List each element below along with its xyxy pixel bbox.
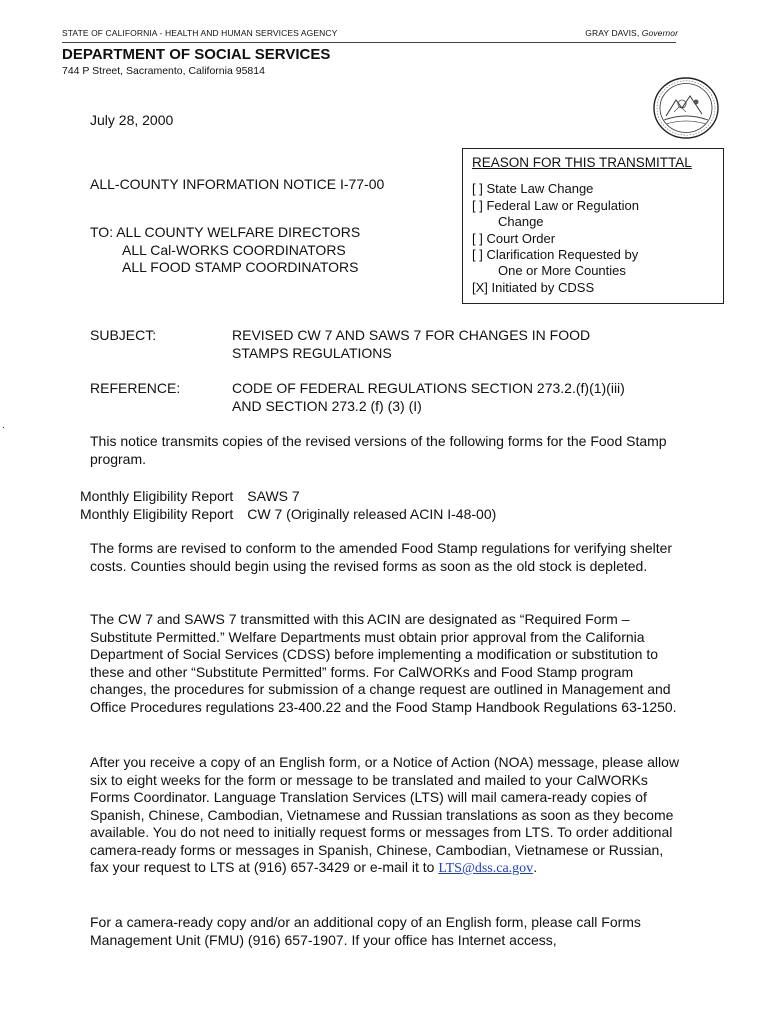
- subject-text: [232, 327, 672, 362]
- reason-item: [ ] Court Order: [472, 230, 556, 246]
- header-rule-top: [62, 42, 676, 43]
- governor-title: Governor: [641, 28, 678, 38]
- reason-for-transmittal-box: [462, 148, 724, 304]
- subject-line: STAMPS REGULATIONS: [232, 344, 392, 361]
- form-name: Monthly Eligibility Report: [80, 506, 234, 522]
- paragraph-text: After you receive a copy of an English form, or a Notice of Action (NOA) message, please allow six to eight weeks for the form or message to be translated and mailed to your CalWORKs Forms Coordinator. Language Translation Services (LTS) will mail camera-ready copies of Spanish, Chinese, Cambodian, Vietnamese and Russian translations as soon as they become available. You do not need to initially request forms or messages from LTS. To order additional camera-ready forms or messages in Spanish, Chinese, Cambodian, Vietnamese or Russian, fax your request to LTS at (916) 657-3429 or e-mail it to: [90, 754, 680, 875]
- form-code: SAWS 7: [247, 488, 300, 504]
- recipient-line: ALL Cal-WORKS COORDINATORS: [122, 241, 346, 258]
- department-address: 744 P Street, Sacramento, California 95814: [62, 65, 265, 77]
- notice-number: ALL-COUNTY INFORMATION NOTICE I-77-00: [90, 176, 385, 192]
- form-code: CW 7 (Originally released ACIN I-48-00): [247, 506, 497, 522]
- paragraph-end: .: [533, 859, 538, 875]
- body-paragraph: For a camera-ready copy and/or an additional copy of an English form, please call Forms Management Unit (FMU) (916) 657-1907. If your office has Internet access,: [90, 914, 641, 948]
- form-row: [0, 487, 496, 505]
- reference-line: CODE OF FEDERAL REGULATIONS SECTION 273.2.(f)(1)(iii): [232, 380, 625, 396]
- form-name: Monthly Eligibility Report: [80, 488, 234, 504]
- subject-line: REVISED CW 7 AND SAWS 7 FOR CHANGES IN FOOD: [232, 327, 591, 343]
- subject-label: SUBJECT:: [90, 327, 157, 343]
- margin-mark: .: [2, 420, 5, 431]
- department-name: DEPARTMENT OF SOCIAL SERVICES: [62, 46, 331, 63]
- body-paragraph: The CW 7 and SAWS 7 transmitted with this ACIN are designated as “Required Form – Substitute Permitted.” Welfare Departments must obtain prior approval from the California Department of Social Services (CDSS) before implementing a modification or substitution to these and other “Substitute Permitted” forms. For CalWORKs and Food Stamp program changes, the procedures for submission of a change request are outlined in Management and Office Procedures regulations 23-400.22 and the Food Stamp Handbook Regulations 63-1250.: [90, 611, 677, 715]
- reason-item-continuation: Change: [498, 214, 544, 230]
- state-seal-icon: [652, 76, 720, 140]
- reason-item: [X] Initiated by CDSS: [472, 279, 595, 295]
- reason-item: [ ] State Law Change: [472, 181, 594, 197]
- recipient-line: ALL FOOD STAMP COORDINATORS: [122, 259, 359, 275]
- reference-line: AND SECTION 273.2 (f) (3) (I): [232, 397, 422, 414]
- body-paragraph: [90, 754, 680, 878]
- reason-item: [ ] Clarification Requested by: [472, 247, 639, 263]
- letter-date: July 28, 2000: [90, 112, 174, 128]
- reference-text: [232, 380, 672, 415]
- reference-label: REFERENCE:: [90, 380, 181, 396]
- body-paragraph: The forms are revised to conform to the amended Food Stamp regulations for verifying shelter costs. Counties should begin using the revised forms as soon as the old stock is depleted.: [90, 540, 673, 574]
- agency-header: STATE OF CALIFORNIA - HEALTH AND HUMAN SERVICES AGENCY: [62, 28, 338, 38]
- reason-box-title: REASON FOR THIS TRANSMITTAL: [472, 155, 692, 170]
- reason-item-continuation: One or More Counties: [498, 263, 626, 279]
- reason-item: [ ] Federal Law or Regulation: [472, 197, 639, 213]
- recipient-line: TO: ALL COUNTY WELFARE DIRECTORS: [90, 224, 361, 240]
- governor-name: GRAY DAVIS,: [585, 28, 640, 38]
- form-row: [0, 505, 496, 523]
- forms-list: [0, 487, 496, 523]
- governor-header: [585, 28, 678, 38]
- body-paragraph: This notice transmits copies of the revised versions of the following forms for the Food Stamp program.: [90, 433, 667, 467]
- lts-email-link[interactable]: LTS@dss.ca.gov: [438, 861, 534, 876]
- recipient-block: [90, 224, 360, 277]
